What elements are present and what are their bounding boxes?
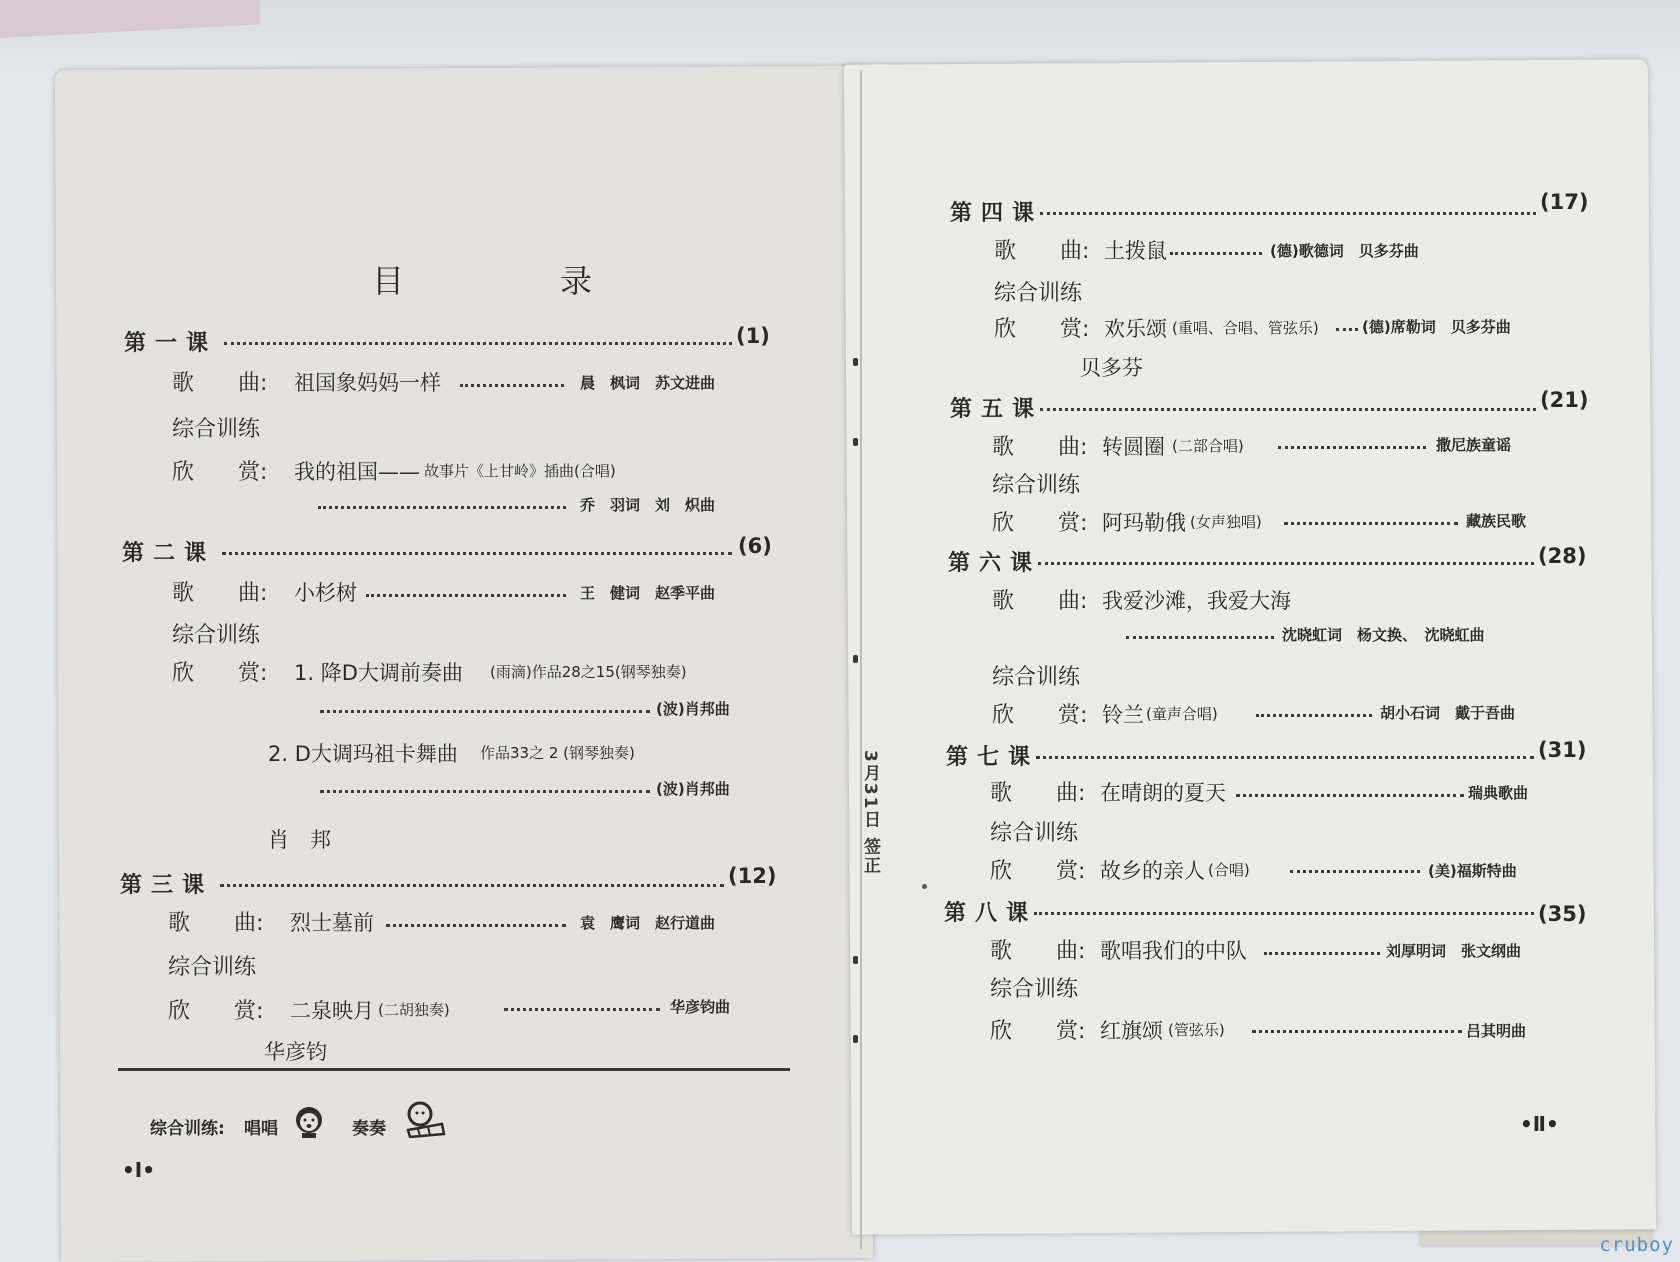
song-label: 歌 曲: — [172, 581, 268, 606]
song-label: 歌 曲: — [994, 239, 1090, 264]
appreciation-item-1-note: (雨滴)作品28之15(钢琴独奏) — [490, 663, 687, 681]
song-note: (二部合唱) — [1172, 437, 1244, 455]
leader-dots — [386, 924, 566, 927]
appreciation-note: (管弦乐) — [1168, 1021, 1225, 1039]
appreciation-note: (童声合唱) — [1146, 705, 1218, 723]
appreciation-title: 铃兰 — [1102, 703, 1144, 727]
lesson-heading: 第一课 — [124, 331, 218, 356]
song-title: 歌唱我们的中队 — [1100, 939, 1247, 963]
song-label: 歌 曲: — [168, 911, 264, 936]
training-label: 综合训练 — [992, 473, 1081, 498]
leader-dots — [1252, 1030, 1462, 1033]
ink-spot — [922, 884, 927, 889]
appreciation-title: 我的祖国—— — [294, 460, 420, 484]
leader-dots — [1034, 912, 1534, 915]
leader-dots — [1236, 794, 1464, 797]
appreciation-item-2-credit: (波)肖邦曲 — [656, 780, 730, 798]
appreciation-note: (女声独唱) — [1190, 513, 1262, 531]
appreciation-label: 欣 赏: — [990, 1019, 1086, 1044]
appreciation-item-2-note: 作品33之 2 (钢琴独奏) — [480, 744, 635, 762]
appreciation-label: 欣 赏: — [168, 999, 264, 1024]
training-label: 综合训练 — [168, 955, 257, 980]
appreciation-item-2: 2. D大调玛祖卡舞曲 — [268, 742, 458, 766]
appreciation-subtitle: 故事片《上甘岭》插曲(合唱) — [424, 462, 616, 480]
song-title: 土拨鼠 — [1104, 239, 1167, 263]
lesson-heading: 第七课 — [946, 745, 1040, 770]
appreciation-note: (合唱) — [1208, 861, 1250, 879]
book-spine — [860, 70, 862, 1250]
binding-stitch — [853, 956, 858, 964]
right-page — [844, 59, 1656, 1235]
training-label: 综合训练 — [990, 977, 1079, 1002]
song-credit: 撒尼族童谣 — [1436, 436, 1512, 454]
training-label: 综合训练 — [990, 821, 1079, 846]
leader-dots — [1126, 636, 1274, 639]
song-title: 转圆圈 — [1102, 435, 1165, 459]
song-credit: 沈晓虹词 杨文换、 沈晓虹曲 — [1282, 626, 1485, 644]
leader-dots — [504, 1008, 660, 1011]
appreciation-label: 欣 赏: — [992, 703, 1088, 728]
song-title: 祖国象妈妈一样 — [294, 371, 441, 395]
song-title: 我爱沙滩，我爱大海 — [1102, 589, 1291, 613]
song-credit: 晨 枫词 苏文进曲 — [580, 374, 716, 392]
leader-dots — [320, 790, 650, 793]
appreciation-credit: 乔 羽词 刘 炽曲 — [580, 496, 716, 514]
training-label: 综合训练 — [992, 665, 1081, 690]
song-credit: 王 健词 赵季平曲 — [580, 584, 716, 602]
page-ref: (6) — [738, 534, 772, 558]
song-title: 烈士墓前 — [290, 911, 374, 935]
leader-dots — [1170, 252, 1262, 255]
leader-dots — [222, 552, 732, 555]
binding-stitch — [853, 358, 858, 366]
song-label: 歌 曲: — [990, 939, 1086, 964]
song-title: 在晴朗的夏天 — [1100, 781, 1226, 805]
page-ref: (12) — [728, 864, 777, 888]
portrait-caption: 肖 邦 — [268, 828, 331, 852]
footer-rule — [118, 1068, 790, 1071]
page-ref: (17) — [1540, 190, 1589, 214]
song-label: 歌 曲: — [992, 589, 1088, 614]
lesson-heading: 第八课 — [944, 901, 1038, 926]
leader-dots — [1040, 212, 1536, 215]
leader-dots — [1038, 562, 1534, 565]
portrait-caption: 华彦钧 — [264, 1040, 327, 1064]
lesson-heading: 第六课 — [948, 551, 1042, 576]
leader-dots — [1264, 952, 1380, 955]
footer-sing: 唱唱 — [244, 1119, 278, 1139]
appreciation-title: 红旗颂 — [1100, 1019, 1163, 1043]
footer-play: 奏奏 — [352, 1119, 386, 1139]
lesson-heading: 第三课 — [120, 873, 214, 898]
appreciation-title: 二泉映月 — [290, 999, 374, 1023]
page-ref: (31) — [1538, 738, 1587, 762]
appreciation-credit: 藏族民歌 — [1466, 512, 1527, 530]
portrait-caption: 贝多芬 — [1080, 356, 1143, 380]
song-label: 歌 曲: — [990, 781, 1086, 806]
appreciation-title: 阿玛勒俄 — [1102, 511, 1186, 535]
appreciation-title: 故乡的亲人 — [1100, 859, 1205, 883]
footer-label: 综合训练: — [150, 1119, 225, 1139]
playing-child-icon — [404, 1100, 446, 1138]
appreciation-label: 欣 赏: — [172, 661, 268, 686]
lesson-heading: 第二课 — [122, 541, 216, 566]
lesson-heading: 第四课 — [950, 201, 1044, 226]
appreciation-label: 欣 赏: — [994, 317, 1090, 342]
binding-stitch — [853, 1035, 858, 1043]
leader-dots — [320, 710, 650, 713]
leader-dots — [460, 384, 564, 387]
spine-mark: 3月31日 签正 — [860, 750, 880, 876]
leader-dots — [220, 884, 724, 887]
appreciation-title: 欢乐颂 — [1104, 317, 1167, 341]
page-ref: (35) — [1538, 902, 1587, 926]
leader-dots — [366, 594, 566, 597]
page-number: •Ⅰ• — [122, 1158, 156, 1182]
binding-stitch — [853, 655, 858, 663]
singing-child-icon — [292, 1104, 326, 1138]
leader-dots — [318, 506, 566, 509]
leader-dots — [1284, 522, 1458, 525]
page-title: 目 录 — [372, 262, 655, 300]
appreciation-credit: 华彦钧曲 — [670, 998, 731, 1016]
page-ref: (28) — [1538, 544, 1587, 568]
song-credit: 刘厚明词 张文纲曲 — [1386, 942, 1522, 960]
song-credit: 瑞典歌曲 — [1468, 784, 1529, 802]
leader-dots — [1036, 756, 1534, 759]
appreciation-credit: 胡小石词 戴于吾曲 — [1380, 704, 1516, 722]
appreciation-label: 欣 赏: — [172, 460, 268, 485]
song-label: 歌 曲: — [992, 435, 1088, 460]
appreciation-note: (二胡独奏) — [378, 1001, 450, 1019]
appreciation-item-1-credit: (波)肖邦曲 — [656, 700, 730, 718]
page-ref: (1) — [736, 324, 770, 348]
leader-dots — [224, 342, 732, 345]
appreciation-label: 欣 赏: — [992, 511, 1088, 536]
song-title: 小杉树 — [294, 581, 357, 605]
leader-dots — [1040, 408, 1536, 411]
lesson-heading: 第五课 — [950, 397, 1044, 422]
watermark: cruboy — [1599, 1234, 1674, 1256]
appreciation-credit: 吕其明曲 — [1466, 1022, 1527, 1040]
song-label: 歌 曲: — [172, 371, 268, 396]
training-label: 综合训练 — [172, 417, 261, 442]
training-label: 综合训练 — [172, 623, 261, 648]
appreciation-label: 欣 赏: — [990, 859, 1086, 884]
song-credit: (德)歌德词 贝多芬曲 — [1270, 242, 1419, 260]
leader-dots — [1336, 328, 1358, 331]
appreciation-credit: (美)福斯特曲 — [1428, 862, 1517, 880]
appreciation-note: (重唱、合唱、管弦乐) — [1172, 319, 1319, 337]
appreciation-credit: (德)席勒词 贝多芬曲 — [1362, 318, 1511, 336]
song-credit: 袁 鹰词 赵行道曲 — [580, 914, 716, 932]
leader-dots — [1256, 714, 1372, 717]
leader-dots — [1278, 446, 1426, 449]
leader-dots — [1290, 870, 1420, 873]
appreciation-item-1: 1. 降D大调前奏曲 — [294, 661, 463, 685]
binding-stitch — [853, 438, 858, 446]
page-number: •Ⅱ• — [1520, 1112, 1559, 1136]
page-ref: (21) — [1540, 388, 1589, 412]
training-label: 综合训练 — [994, 281, 1083, 306]
